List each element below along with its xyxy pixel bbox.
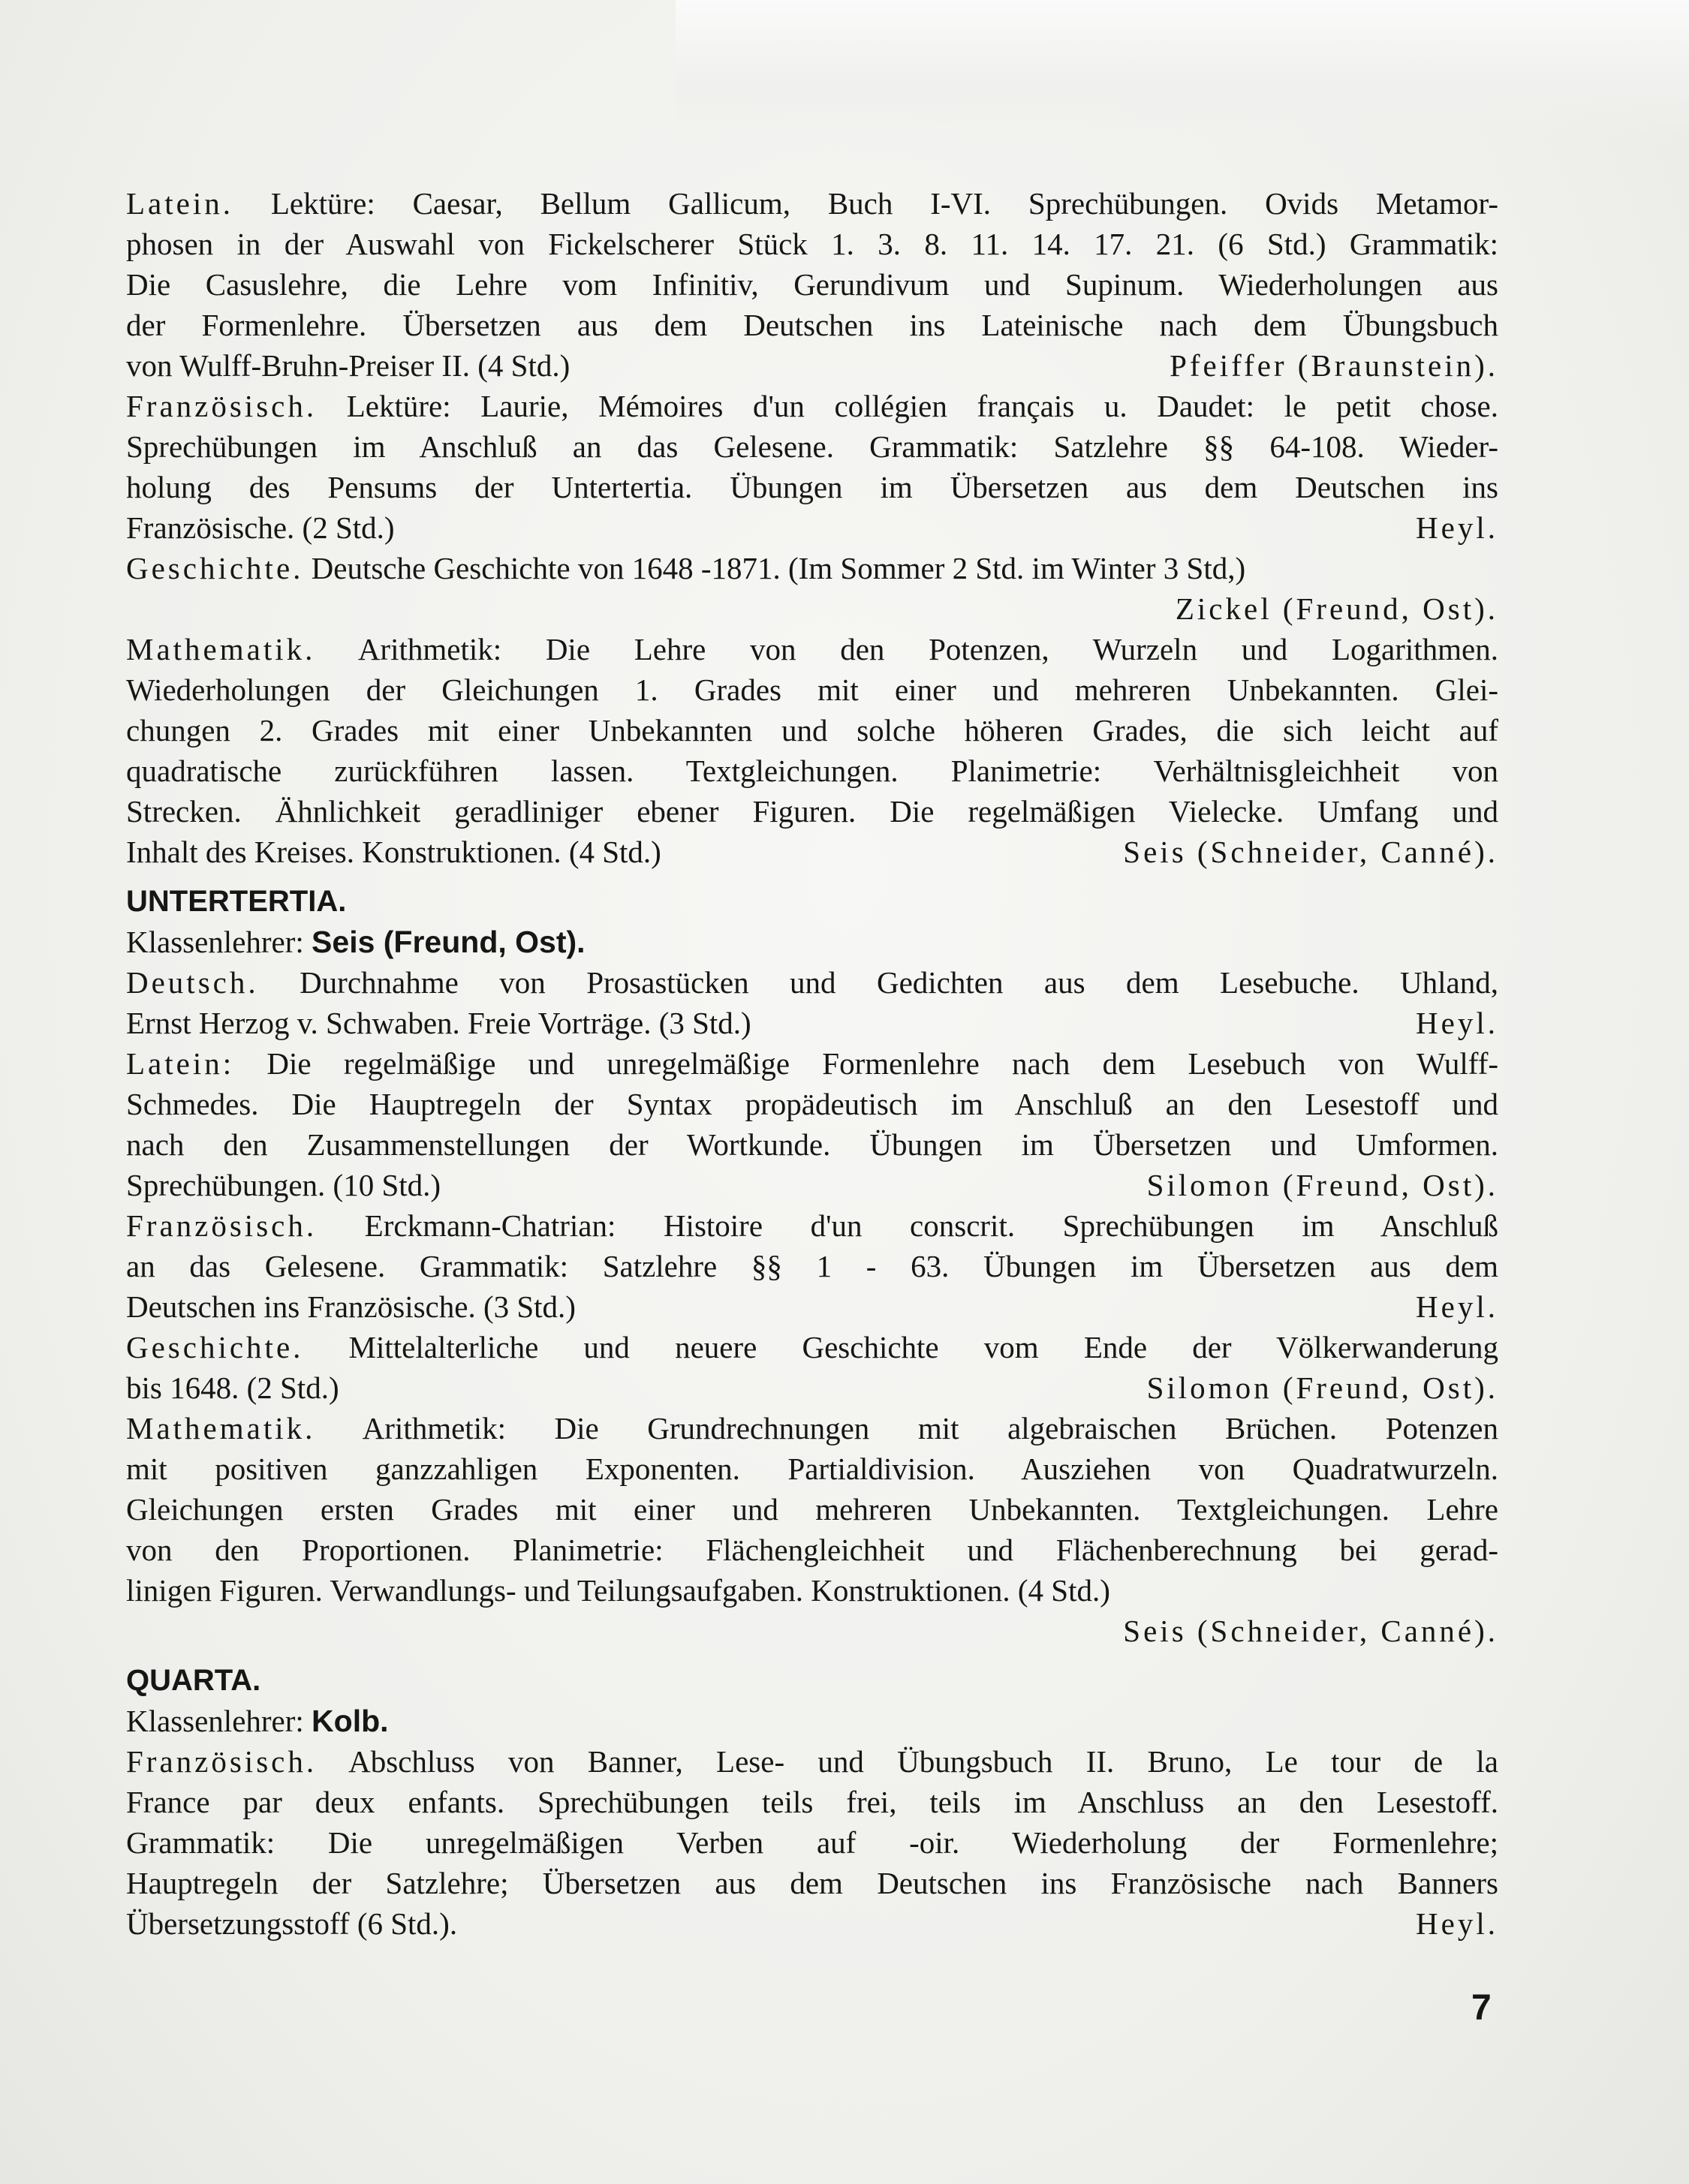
text-line: von Wulff-Bruhn-Preiser II. (4 Std.) [126,348,571,383]
text-line: Arithmetik: Die Lehre von den Potenzen, Wurzeln und Logarithmen. [357,632,1498,666]
text-line: Übersetzungsstoff (6 Std.). [126,1906,458,1941]
subject-label: Deutsch. [126,965,259,1000]
class-teacher-label: Klassenlehrer: [126,1704,304,1738]
document-body [126,183,1498,1944]
text-line: Durchnahme von Prosastücken und Gedichten aus dem Lesebuche. Uhland, [300,965,1498,1000]
text-line: holung des Pensums der Untertertia. Übungen im Übersetzen aus dem Deutschen ins [126,470,1498,504]
teacher-name: Seis (Schneider, Canné). [1123,1614,1498,1648]
text-line: Mittelalterliche und neuere Geschichte vom Ende der Völkerwanderung [348,1330,1498,1364]
text-line: Erckmann-Chatrian: Histoire d'un conscrit. Sprechübungen im Anschluß [364,1208,1498,1243]
subject-label: Französisch. [126,1208,318,1243]
subject-label: Mathematik. [126,632,316,666]
geschichte-section-untertertia [126,1327,1498,1408]
teacher-name: Heyl. [1416,1906,1498,1941]
text-line: Die regelmäßige und unregelmäßige Formenlehre nach dem Lesebuch von Wulff- [266,1046,1499,1081]
text-line: linigen Figuren. Verwandlungs- und Teilungsaufgaben. Konstruktionen. (4 Std.) [126,1573,1110,1608]
text-line: von den Proportionen. Planimetrie: Flächengleichheit und Flächenberechnung bei gerad- [126,1533,1498,1567]
page-number: 7 [1471,1988,1492,2028]
text-line: nach den Zusammenstellungen der Wortkunde. Übungen im Übersetzen und Umformen. [126,1127,1498,1162]
text-line: Deutschen ins Französische. (3 Std.) [126,1289,576,1324]
class-teacher-line [126,922,1498,962]
teacher-name: Heyl. [1416,1006,1498,1040]
class-teacher-line [126,1701,1498,1741]
class-heading: UNTERTERTIA. [126,885,347,918]
teacher-name: Silomon (Freund, Ost). [1146,1168,1498,1202]
teacher-name: Silomon (Freund, Ost). [1146,1370,1498,1405]
text-line: bis 1648. (2 Std.) [126,1370,339,1405]
text-line: Lektüre: Laurie, Mémoires d'un collégien français u. Daudet: le petit chose. [346,389,1498,423]
text-line: Strecken. Ähnlichkeit geradliniger ebener Figuren. Die regelmäßigen Vielecke. Umfang und [126,794,1498,829]
mathematik-section-untertertia [126,1408,1498,1651]
class-teacher-label: Klassenlehrer: [126,925,304,959]
subject-label: Geschichte. [126,1330,304,1364]
text-line: France par deux enfants. Sprechübungen teils frei, teils im Anschluss an den Lesestoff. [126,1785,1498,1819]
class-teacher-name: Seis (Freund, Ost). [312,925,586,959]
text-line: quadratische zurückführen lassen. Textgleichungen. Planimetrie: Verhältnisgleichheit von [126,754,1498,788]
text-line: an das Gelesene. Grammatik: Satzlehre §§ 1 - 63. Übungen im Übersetzen aus dem [126,1249,1498,1283]
text-line: Abschluss von Banner, Lese- und Übungsbuch II. Bruno, Le tour de la [348,1744,1498,1779]
latein-section-untertertia [126,1043,1498,1205]
text-line: Inhalt des Kreises. Konstruktionen. (4 Std.) [126,835,661,869]
subject-label: Latein. [126,186,233,221]
text-line: Sprechübungen im Anschluß an das Gelesene. Grammatik: Satzlehre §§ 64-108. Wieder- [126,429,1498,464]
text-line: chungen 2. Grades mit einer Unbekannten und solche höheren Grades, die sich leicht auf [126,713,1498,748]
text-line: Deutsche Geschichte von 1648 -1871. (Im Sommer 2 Std. im Winter 3 Std,) [311,551,1246,585]
teacher-name: Heyl. [1416,510,1498,545]
teacher-name: Pfeiffer (Braunstein). [1170,348,1498,383]
text-line: Gleichungen ersten Grades mit einer und mehreren Unbekannten. Textgleichungen. Lehre [126,1492,1498,1527]
geschichte-section-obertertia [126,548,1498,629]
teacher-name: Heyl. [1416,1289,1498,1324]
subject-label: Mathematik. [126,1411,316,1445]
franzoesisch-section-untertertia [126,1205,1498,1327]
text-line: Die Casuslehre, die Lehre vom Infinitiv, Gerundivum und Supinum. Wiederholungen aus [126,267,1498,302]
text-line: Hauptregeln der Satzlehre; Übersetzen aus dem Deutschen ins Französische nach Banners [126,1866,1498,1900]
latein-section-obertertia [126,183,1498,386]
text-line: Lektüre: Caesar, Bellum Gallicum, Buch I-VI. Sprechübungen. Ovids Metamor- [270,186,1498,221]
class-teacher-name: Kolb. [312,1704,389,1738]
text-line: Französische. (2 Std.) [126,510,395,545]
text-line: Arithmetik: Die Grundrechnungen mit algebraischen Brüchen. Potenzen [362,1411,1498,1445]
franzoesisch-section-obertertia [126,386,1498,548]
subject-label: Geschichte. [126,551,304,585]
text-line: Grammatik: Die unregelmäßigen Verben auf -oir. Wiederholung der Formenlehre; [126,1825,1498,1860]
text-line: phosen in der Auswahl von Fickelscherer Stück 1. 3. 8. 11. 14. 17. 21. (6 Std.) Grammatik: [126,227,1498,261]
text-line: Ernst Herzog v. Schwaben. Freie Vorträge. (3 Std.) [126,1006,751,1040]
subject-label: Französisch. [126,389,318,423]
class-heading: QUARTA. [126,1664,261,1697]
text-line: Wiederholungen der Gleichungen 1. Grades mit einer und mehreren Unbekannten. Glei- [126,672,1498,707]
text-line: Schmedes. Die Hauptregeln der Syntax propädeutisch im Anschluß an den Lesestoff und [126,1087,1498,1121]
torn-paper-edge [676,0,1689,143]
mathematik-section-obertertia [126,629,1498,872]
teacher-name: Seis (Schneider, Canné). [1123,835,1498,869]
deutsch-section-untertertia [126,962,1498,1043]
text-line: Sprechübungen. (10 Std.) [126,1168,441,1202]
subject-label: Latein: [126,1046,235,1081]
text-line: der Formenlehre. Übersetzen aus dem Deutschen ins Lateinische nach dem Übungsbuch [126,308,1498,342]
subject-label: Französisch. [126,1744,318,1779]
franzoesisch-section-quarta [126,1741,1498,1944]
teacher-name: Zickel (Freund, Ost). [1175,591,1498,626]
text-line: mit positiven ganzzahligen Exponenten. Partialdivision. Ausziehen von Quadratwurzeln. [126,1451,1498,1486]
